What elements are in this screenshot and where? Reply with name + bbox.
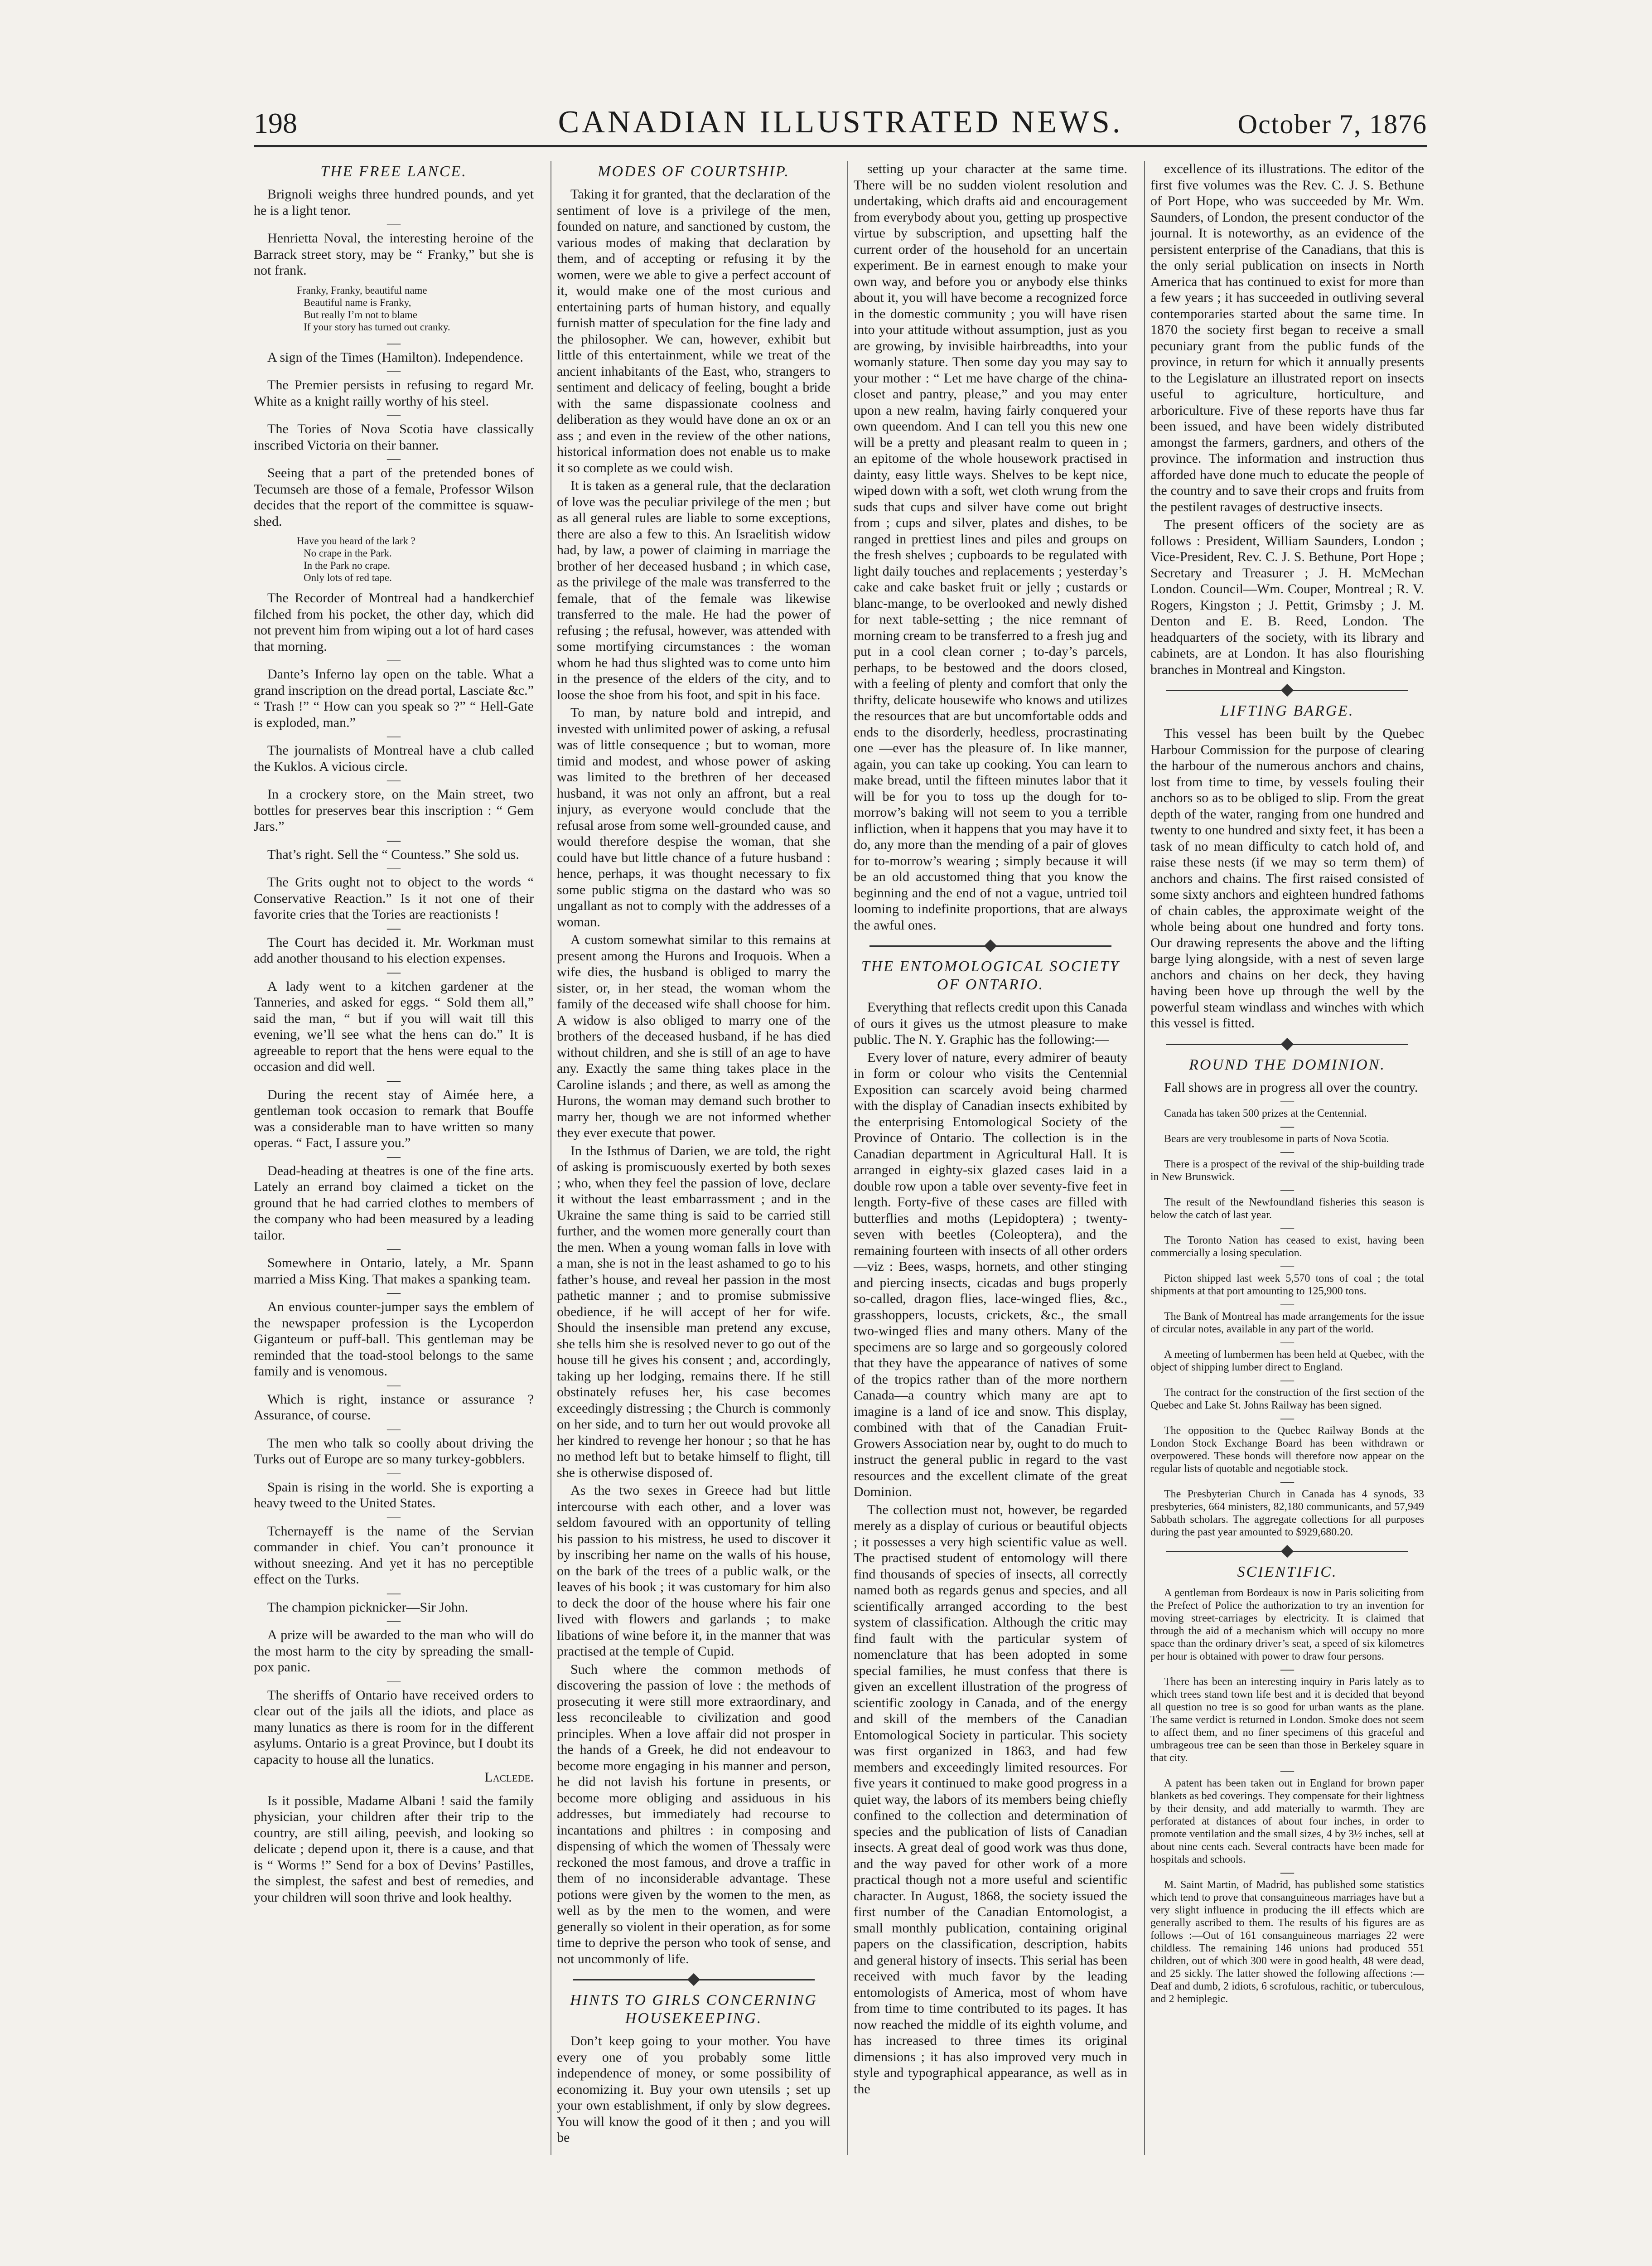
column-4: [1144, 161, 1430, 2155]
article-title: SCIENTIFIC.: [1237, 1564, 1338, 1580]
verse-line: But really I’m not to blame: [304, 309, 418, 320]
verse: [297, 535, 534, 584]
section-ornament: [1150, 1039, 1424, 1050]
paragraph: The contract for the construction of the first section of the Quebec and Lake St. Johns Railway has been signed.: [1150, 1387, 1424, 1411]
separator: —: [1280, 1093, 1294, 1108]
paragraph: There has been an interesting inquiry in Paris lately as to which trees stand town life best and it is decided that beyond all question no tree is so good for urban wants as the plane. The same verdict is returned in London. Smoke does not seem to affect them, and no finer specimens of this graceful and umbrageous tree can be seen than those in Berkeley square in that city.: [1150, 1676, 1424, 1764]
separator: —: [387, 920, 401, 935]
separator: —: [387, 216, 401, 231]
paragraph: Henrietta Noval, the interesting heroine of the Barrack street story, may be “ Franky,” but she is not frank.: [254, 231, 534, 278]
paragraph: The present officers of the society are as follows : President, William Saunders, London ; Vice-President, Rev. C. J. S. Bethune, Port Hope ; Secretary and Treasurer ; J. H. McMechan London. Council—Wm. Couper, Montreal ; R. V. Rogers, Kingston ; J. Pettit, Grimsby ; J. M. Denton and E. B. Reed, London. The headquarters of the society, with its library and cabinets, are at London. It has also flourishing branches in Montreal and Kingston.: [1150, 517, 1424, 677]
separator: —: [1280, 1296, 1294, 1311]
paragraph: It is taken as a general rule, that the declaration of love was the peculiar privilege of the men ; but as all general rules are liable to some exceptions, there are also a few to this. An Israelitish widow had, by law, a power of claiming in marriage the brother of her deceased husband ; in which case, as the privilege of the male was transferred to the female, that of the female was likewise transferred to the male. He had the power of refusing ; the refusal, however, was attended with some mortifying circumstances : the woman whom he had thus slighted was to come unto him in the presence of the elders of the city, and to loose the shoe from his foot, and spit in his face.: [557, 478, 831, 702]
masthead: [254, 95, 1427, 147]
paragraph: The sheriffs of Ontario have received orders to clear out of the jails all the idiots, and place as many lunatics as there is room for in the different asylums. Ontario is a great Province, but I doubt its capacity to house all the lunatics.: [254, 1687, 534, 1767]
paragraph: Tchernayeff is the name of the Servian commander in chief. You can’t pronounce it without sneezing. And yet it has no perceptible effect on the Turks.: [254, 1523, 534, 1587]
verse-line: Have you heard of the lark ?: [297, 535, 415, 547]
paragraph: A gentleman from Bordeaux is now in Paris soliciting from the Prefect of Police the authorization to try an invention for moving street-carriages by electricity. It is claimed that through the aid of a mechanism which will occupy no more space than the ordinary driver’s seat, a speed of six kilometres per hour is obtained with power to draw four persons.: [1150, 1587, 1424, 1662]
separator: —: [387, 363, 401, 378]
paragraph: Spain is rising in the world. She is exporting a heavy tweed to the United States.: [254, 1479, 534, 1511]
separator: —: [387, 728, 401, 743]
article-title: ROUND THE DOMINION.: [1189, 1056, 1386, 1073]
paragraph: A custom somewhat similar to this remains at present among the Hurons and Iroquois. When a wife dies, the husband is obliged to marry the sister, or, in her stead, the woman whom the family of the deceased wife shall choose for him. A widow is also obliged to marry one of the brothers of the deceased husband, if he has died without children, and she is still of an age to have any. Exactly the same thing takes place in the Caroline islands ; and there, as well as among the Hurons, the woman may demand such brother to marry her, though we are not informed whether they ever execute that power.: [557, 932, 831, 1140]
paragraph: The Premier persists in refusing to regard Mr. White as a knight railly worthy of his steel.: [254, 378, 534, 409]
paragraph: The journalists of Montreal have a club called the Kuklos. A vicious circle.: [254, 743, 534, 774]
paragraph: A prize will be awarded to the man who will do the most harm to the city by spreading the small-pox panic.: [254, 1627, 534, 1675]
paragraph: A meeting of lumbermen has been held at Quebec, with the object of shipping lumber direct to England.: [1150, 1349, 1424, 1373]
paragraph: setting up your character at the same time. There will be no sudden violent resolution and undertaking, which drafts aid and encouragement from everybody about you, getting up prospective virtue by subscription, and upsetting half the current order of the household for an uncertain experiment. Be in earnest enough to make your own way, and before you or anybody else thinks about it, you will have become a recognized force in the domestic community ; you will have risen into your attitude without assumption, just as you are growing, by invisible hairbreadths, into your womanly stature. Then some day you may say to your mother : “ Let me have charge of the china-closet and pantry, please,” and you may enter upon a new realm, having fairly conquered your own queendom. And I can tell you this new one will be a pretty and pleasant realm to queen in ; an epitome of the whole housework practised in dainty, easy little ways. Shelves to be kept nice, wiped down with a soft, wet cloth wrung from the suds that cups and silver have come out bright from ; cups and silver, plates and dishes, to be ranged in prettiest lines and piles and groups on the fresh shelves ; cupboards to be regulated with light daily touches and replacements ; yesterday’s cake and cake basket fruit or jelly ; custards or blanc-mange, to be overlooked and newly dished for next table-setting ; the nice remnant of morning cream to be transferred to a fresh jug and put in a cool clean corner ; to-day’s parcels, perhaps, to be bestowed and the doors closed, with a feeling of plenty and comfort that only the thrifty, delicate housewife who knows and utilizes the resources that are but uncomfortable odds and ends to the disorderly, heedless, procrastinating one —ever has the pleasure of. In like manner, again, you can take up cooking. You can learn to make bread, until the fifteen minutes labor that it will be for you to toss up the dough for to-morrow’s baking will not seem to you a terrible infliction, when it happens that you may have it to do, any more than the mending of a pair of gloves for to-morrow’s wearing ; simply because it will be an old accustomed thing that you know the beginning and the end of not a vague, untried toil looming to indefinite proportions, that are always the awful ones.: [854, 161, 1127, 933]
column-2: [551, 161, 836, 2155]
paragraph: Is it possible, Madame Albani ! said the family physician, your children after their trip to the country, are still ailing, peevish, and looking so delicate ; depend upon it, there is a cause, and that is “ Worms !” Send for a box of Devins’ Pastilles, the simplest, the safest and best of remedies, and your children will soon thrive and look healthy.: [254, 1793, 534, 1905]
paragraph: A lady went to a kitchen gardener at the Tanneries, and asked for eggs. “ Sold them all,” said the man, “ but if you will wait till this evening, we’ll see what the hens can do.” It is agreeable to report that the hens were equal to the occasion and did well.: [254, 978, 534, 1074]
paragraph: The Tories of Nova Scotia have classically inscribed Victoria on their banner.: [254, 421, 534, 453]
separator: —: [1280, 1258, 1294, 1273]
paragraph: Which is right, instance or assurance ? Assurance, of course.: [254, 1391, 534, 1423]
separator: —: [387, 964, 401, 979]
column-1: [254, 161, 539, 2155]
paragraph: Taking it for granted, that the declaration of the sentiment of love is a privilege of the men, founded on nature, and sanctioned by custom, the various modes of making that declaration by them, and of accepting or refusing it by the women, were we able to give a perfect account of it, would make one of the most curious and entertaining parts of human history, and equally furnish matter of speculation for the fine lady and the philosopher. We can, however, exhibit but little of this entertainment, while we treat of the ancient inhabitants of the East, who, strangers to sentiment and delicacy of feeling, bought a bride with the same dispassionate coolness and deliberation as they would have done an ox or an ass ; and even in the review of the other nations, historical information does not enable us to make it so complete as we could wish.: [557, 187, 831, 475]
paragraph: During the recent stay of Aimée here, a gentleman took occasion to remark that Bouffe was a considerable man to have written so many operas. “ Fact, I assure you.”: [254, 1087, 534, 1150]
paragraph: The Recorder of Montreal had a handkerchief filched from his pocket, the other day, which did not prevent him from wiping out a lot of hard cases that morning.: [254, 591, 534, 654]
separator: —: [387, 1377, 401, 1392]
paragraph: In the Isthmus of Darien, we are told, the right of asking is promiscuously exerted by both sexes ; who, when they feel the passion of love, declare it without the least embarrassment ; and in the Ukraine the same thing is said to be carried still further, and the women more generally court than the men. When a young woman falls in love with a man, she is not in the least ashamed to go to his father’s house, and reveal her passion in the most pathetic manner ; and to promise submissive obedience, if he will accept of her for wife. Should the insensible man pretend any excuse, she tells him she is resolved never to go out of the house till he gives his consent ; and, accordingly, taking up her lodging, remains there. If he still obstinately refuses her, his case becomes exceedingly distressing ; the Church is commonly on her side, and to turn her out would provoke all her kindred to revenge her honour ; so that he has no method left but to betake himself to flight, till she is otherwise disposed of.: [557, 1143, 831, 1480]
separator: —: [387, 1148, 401, 1164]
paragraph: The result of the Newfoundland fisheries this season is below the catch of last year.: [1150, 1196, 1424, 1221]
separator: —: [1280, 1334, 1294, 1349]
paragraph: The opposition to the Quebec Railway Bonds at the London Stock Exchange Board has been withdrawn or overpowered. These bonds will therefore now appear on the regular lists of quotable and negotiable stock.: [1150, 1425, 1424, 1475]
paper-title: CANADIAN ILLUSTRATED NEWS.: [558, 105, 1123, 140]
paragraph: M. Saint Martin, of Madrid, has published some statistics which tend to prove that consanguineous marriages have but a very slight influence in producing the ill effects which are generally ascribed to them. The results of his figures are as follows :—Out of 161 consanguineous marriages 22 were childless. The remaining 146 unions had produced 551 children, out of which 300 were in good health, 48 were dead, and 25 sickly. The latter showed the following affections :—Deaf and dumb, 2 idiots, 6 scrofulous, rachitic, or tuberculous, and 2 hemiplegic.: [1150, 1879, 1424, 2005]
verse-line: In the Park no crape.: [304, 560, 390, 571]
separator: —: [387, 772, 401, 787]
paragraph: Dead-heading at theatres is one of the fine arts. Lately an errand boy claimed a ticket on the ground that he had carried clothes to members of the company who had been measured by a leading tailor.: [254, 1163, 534, 1243]
columns: [254, 161, 1430, 2155]
separator: —: [387, 1613, 401, 1628]
separator: —: [1280, 1864, 1294, 1879]
page-number: 198: [254, 107, 297, 139]
paragraph: There is a prospect of the revival of the ship-building trade in New Brunswick.: [1150, 1158, 1424, 1183]
paragraph: An envious counter-jumper says the emblem of the newspaper profession is the Lycoperdon Giganteum or puff-ball. This gentleman may be reminded that the toad-stool belongs to the same family and is venomous.: [254, 1299, 534, 1379]
paragraph: The Presbyterian Church in Canada has 4 synods, 33 presbyteries, 664 ministers, 82,180 communicants, and 57,949 Sabbath scholars. The aggregate collections for all purposes during the past year amounted to $929,680.20.: [1150, 1488, 1424, 1538]
paragraph: The collection must not, however, be regarded merely as a display of curious or beautiful objects ; it possesses a very high scientific value as well. The practised student of entomology will there find thousands of species of insects, all correctly named both as regards genus and species, and all scientifically arranged according to the best system of classification. Although the critic may find fault with the particular system of nomenclature that has been adopted in some special families, he must confess that there is given an excellent illustration of the progress of scientific zoology in Canada, and of the energy and skill of the members of the Canadian Entomological Society in particular. This society was first organized in 1863, and had few members and exceedingly limited resources. For five years it continued to make good progress in a quiet way, the labors of its members being chiefly confined to the collection and determination of species and the publication of lists of Canadian insects. A great deal of good work was thus done, and the way paved for other work of a more practical though not a more useful and scientific character. In August, 1868, the society issued the first number of the Canadian Entomologist, a small monthly publication, containing original papers on the classification, description, habits and general history of insects. This serial has been received with much favor by the leading entomologists of America, most of whom have from time to time contributed to its pages. It has now reached the middle of its eighth volume, and has increased to three times its original dimensions ; it has also improved very much in style and typographical appearance, as well as in the: [854, 1502, 1127, 2097]
article-title: HINTS TO GIRLS CONCERNING HOUSEKEEPING.: [570, 1992, 817, 2027]
section-ornament: [1150, 1546, 1424, 1557]
separator: —: [1280, 1474, 1294, 1489]
separator: —: [387, 335, 401, 350]
paragraph: The Grits ought not to object to the words “ Conservative Reaction.” Is it not one of their favorite cries that the Tories are reactionists !: [254, 875, 534, 922]
separator: —: [1280, 1661, 1294, 1676]
paragraph: The men who talk so coolly about driving the Turks out of Europe are so many turkey-gobblers.: [254, 1435, 534, 1467]
separator: —: [1280, 1410, 1294, 1425]
separator: —: [1280, 1144, 1294, 1159]
separator: —: [387, 1072, 401, 1088]
paragraph: Somewhere in Ontario, lately, a Mr. Spann married a Miss King. That makes a spanking team.: [254, 1255, 534, 1287]
separator: —: [1280, 1372, 1294, 1387]
paragraph: A patent has been taken out in England for brown paper blankets as bed coverings. They compensate for their lightness by their density, and add materially to warmth. They are perforated at distances of about four inches, in order to promote ventilation and the small sizes, 4 by 3½ inches, sell at about nine cents each. Several contracts have been made for hospitals and schools.: [1150, 1777, 1424, 1865]
separator: —: [1280, 1118, 1294, 1133]
verse-line: Only lots of red tape.: [304, 572, 392, 583]
separator: —: [387, 451, 401, 466]
separator: —: [387, 860, 401, 875]
separator: —: [387, 832, 401, 847]
paragraph: This vessel has been built by the Quebec Harbour Commission for the purpose of clearing the harbour of the numerous anchors and chains, lost from time to time, by vessels fouling their anchors so as to be obliged to slip. From the great depth of the water, ranging from one hundred and twenty to one hundred and sixty feet, it has been a task of no mean difficulty to catch hold of, and raise these nests (if we may so term them) of anchors and chains. The first raised consisted of some sixty anchors and eighteen hundred fathoms of chain cables, the approximate weight of the whole being about one hundred and forty tons. Our drawing represents the above and the lifting barge lying alongside, with a nest of seven large anchors and chains on her deck, they having having been hove up through the well by the powerful steam windlass and winches with which this vessel is fitted.: [1150, 726, 1424, 1031]
separator: —: [387, 1509, 401, 1524]
separator: —: [387, 1421, 401, 1436]
separator: —: [387, 407, 401, 422]
paragraph: Every lover of nature, every admirer of beauty in form or colour who visits the Centennial Exposition can scarcely avoid being charmed with the display of Canadian insects exhibited by the enterprising Entomological Society of the Province of Ontario. The collection is in the Canadian department in Agricultural Hall. It is arranged in eighty-six glazed cases laid in a double row upon a table over seventy-five feet in length. Forty-five of these cases are filled with butterflies and moths (Lepidoptera) ; twenty-seven with beetles (Coleoptera), and the remaining fourteen with insects of all other orders —viz : Bees, wasps, hornets, and other stinging and piercing insects, cicadas and bugs properly so-called, dragon flies, lace-winged flies, &c., grasshoppers, locusts, crickets, &c., the small two-winged flies and many others. Many of the specimens are so large and so gorgeously colored that they have the appearance of natives of some of the tropics rather than of the more northern Canada—a country which many are apt to imagine is a land of ice and snow. This display, combined with that of the Canadian Fruit-Growers Association near by, ought to do much to instruct the general public in regard to the vast resources and the excellent climate of the great Dominion.: [854, 1050, 1127, 1499]
verse: [297, 284, 534, 333]
paragraph: The Bank of Montreal has made arrangements for the issue of circular notes, available in any part of the world.: [1150, 1311, 1424, 1335]
paragraph: Canada has taken 500 prizes at the Centennial.: [1164, 1108, 1367, 1119]
paragraph: The champion picknicker—Sir John.: [267, 1599, 469, 1615]
verse-line: No crape in the Park.: [304, 547, 392, 559]
column-3: [847, 161, 1133, 2155]
verse-line: Franky, Franky, beautiful name: [297, 284, 427, 296]
paragraph: A sign of the Times (Hamilton). Independence.: [267, 349, 523, 365]
section-ornament: [854, 940, 1127, 951]
separator: —: [387, 1465, 401, 1480]
paragraph: Dante’s Inferno lay open on the table. What a grand inscription on the dread portal, Lasciate &c.” “ Trash !” “ How can you speak so ?” “ Hell-Gate is exploded, man.”: [254, 667, 534, 730]
separator: —: [387, 1285, 401, 1300]
separator: —: [387, 1241, 401, 1256]
article-title: THE FREE LANCE.: [320, 163, 467, 180]
separator: —: [1280, 1763, 1294, 1778]
article-title: THE ENTOMOLOGICAL SOCIETY OF ONTARIO.: [861, 958, 1120, 993]
issue-date: October 7, 1876: [1237, 109, 1427, 139]
verse-line: If your story has turned out cranky.: [304, 321, 450, 333]
separator: —: [387, 1585, 401, 1600]
paragraph: That’s right. Sell the “ Countess.” She sold us.: [267, 847, 519, 862]
verse-line: Beautiful name is Franky,: [304, 296, 411, 308]
section-ornament: [1150, 685, 1424, 696]
separator: —: [387, 652, 401, 667]
section-ornament: [557, 1974, 831, 1985]
separator: —: [1280, 1220, 1294, 1235]
paragraph: excellence of its illustrations. The editor of the first five volumes was the Rev. C. J. S. Bethune of Port Hope, who was succeeded by Mr. Wm. Saunders, of London, the present conductor of the journal. It is noteworthy, as an evidence of the persistent enterprise of the Canadians, that this is the only serial publication on insects in North America that has continued to exist for more than a few years ; it has succeeded in outliving several contemporaries started about the same time. In 1870 the society first began to receive a small pecuniary grant from the public funds of the province, in return for which it annually presents to the Legislature an illustrated report on insects useful to agriculture, horticulture, and arboriculture. Five of these reports have thus far been issued, and have been widely distributed amongst the farmers, gardners, and others of the province. The information and instruction thus afforded have done much to educate the people of the country and to save their crops and fruits from the pestilent ravages of destructive insects.: [1150, 161, 1424, 514]
paragraph: Such where the common methods of discovering the passion of love : the methods of prosecuting it were still more extraordinary, and less reconcileable to civilization and good principles. When a love affair did not prosper in the hands of a Greek, he did not endeavour to become more engaging in his manner and person, he did not lavish his fortune in presents, or become more obliging and assiduous in his addresses, but immediately had recourse to incantations and philtres : in composing and dispensing of which the women of Thessaly were reckoned the most famous, and drove a traffic in them of no inconsiderable advantage. These potions were given by the women to the men, as well as by the men to the women, and were generally so violent in their operation, as for some time to deprive the person who took of sense, and not uncommonly of life.: [557, 1661, 831, 1966]
paragraph: The Toronto Nation has ceased to exist, having been commercially a losing speculation.: [1150, 1235, 1424, 1259]
paragraph: Bears are very troublesome in parts of Nova Scotia.: [1164, 1133, 1389, 1145]
paragraph: In a crockery store, on the Main street, two bottles for preserves bear this inscription : “ Gem Jars.”: [254, 787, 534, 834]
paragraph: Picton shipped last week 5,570 tons of coal ; the total shipments at that port amounting to 125,900 tons.: [1150, 1273, 1424, 1297]
paragraph: Everything that reflects credit upon this Canada of ours it gives us the utmost pleasure to make public. The N. Y. Graphic has the following:—: [854, 1000, 1127, 1047]
paragraph: Fall shows are in progress all over the country.: [1164, 1080, 1418, 1095]
separator: —: [1280, 1182, 1294, 1197]
paragraph: Seeing that a part of the pretended bones of Tecumseh are those of a female, Professor Wilson decides that the report of the committee is squaw-shed.: [254, 465, 534, 529]
paragraph: Don’t keep going to your mother. You have every one of you probably some little independence of money, or some possibility of economizing it. Buy your own utensils ; set up your own establishment, if only by slow degrees. You will know the good of it then ; and you will be: [557, 2034, 831, 2145]
signature: Laclede.: [484, 1770, 534, 1785]
separator: —: [387, 1673, 401, 1688]
paragraph: As the two sexes in Greece had but little intercourse with each other, and a lover was seldom favoured with an opportunity of telling his passion to his mistress, he used to discover it by inscribing her name on the walls of his house, on the bark of the trees of a public walk, or the leaves of his book ; it was customary for him also to deck the door of the house where his fair one lived with flowers and garlands ; to make libations of wine before it, in the manner that was practised at the temple of Cupid.: [557, 1483, 831, 1659]
article-title: MODES OF COURTSHIP.: [598, 163, 790, 180]
paragraph: The Court has decided it. Mr. Workman must add another thousand to his election expenses.: [254, 934, 534, 966]
paragraph: To man, by nature bold and intrepid, and invested with unlimited power of asking, a refusal was of little consequence ; but to woman, more timid and modest, and whose power of asking was limited to the brethren of her deceased husband, it was not only an affront, but a real injury, as everyone would conclude that the refusal arose from some well-grounded cause, and would therefore despise the woman, that she could have but little chance of a future husband : hence, perhaps, it was thought necessary to fix some public stigma on the dastard who was so ungallant as not to comply with the addresses of a woman.: [557, 705, 831, 930]
paragraph: Brignoli weighs three hundred pounds, and yet he is a light tenor.: [254, 187, 534, 218]
article-title: LIFTING BARGE.: [1220, 702, 1354, 719]
